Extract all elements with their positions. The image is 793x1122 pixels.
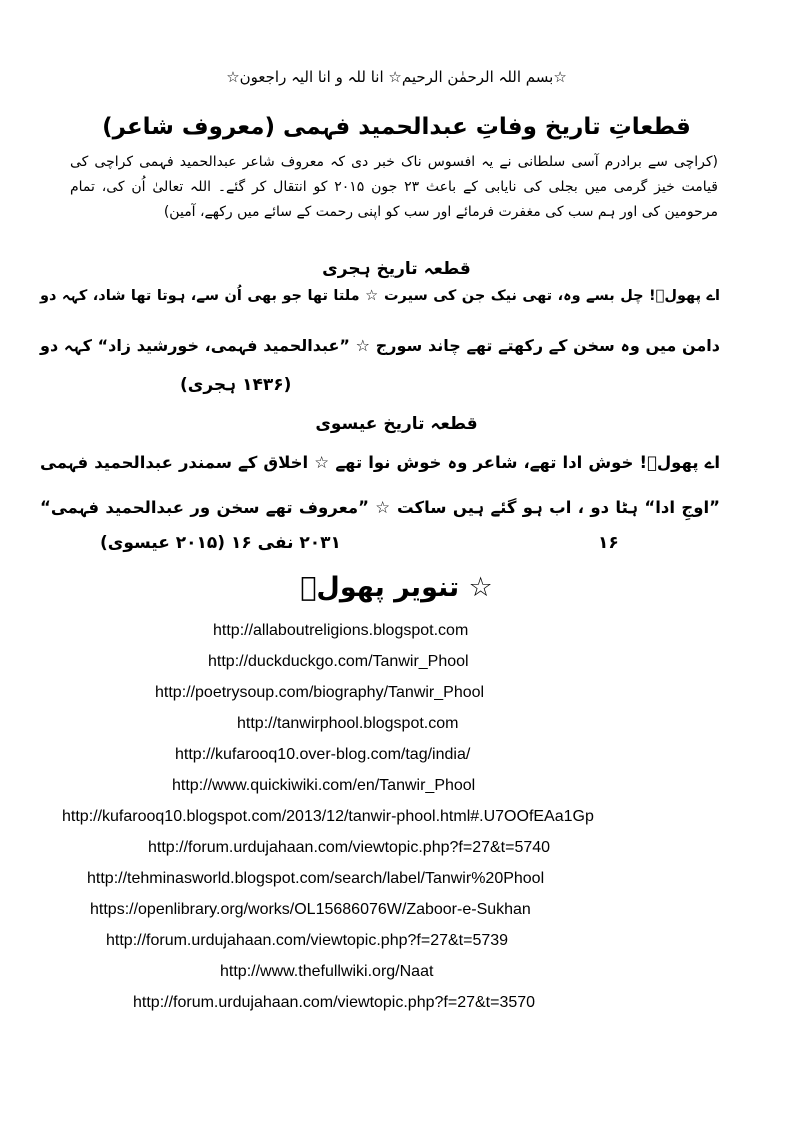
- link-poetrysoup[interactable]: http://poetrysoup.com/biography/Tanwir_Phool: [155, 684, 485, 701]
- isvi-verse-line-2: ”اوجِ ادا“ ہٹا دو ، اب ہو گئے ہیں ساکت ☆ ”معروف تھے سخن ور عبدالحمید فہمی“: [40, 498, 720, 517]
- bismillah-header: ☆بسم اللہ الرحمٰن الرحیم☆ انا للہ و انا الیہ راجعون☆: [226, 68, 567, 86]
- link-allaboutreligions[interactable]: http://allaboutreligions.blogspot.com: [213, 622, 469, 639]
- poet-name: ☆ تنویر پھولؔ: [300, 572, 493, 603]
- intro-paragraph: (کراچی سے برادرم آسی سلطانی نے یہ افسوس ناک خبر دی کہ معروف شاعر عبدالحمید فہمی کراچی کی قیامت خیز گرمی میں بجلی کی نایابی کے باعث ۲۳ جون ۲۰۱۵ کو انتقال کر گئے۔ اللہ تعالیٰ اُن کی، تمام مرحومین کی اور ہم سب کی مغفرت فرمائے اور سب کو اپنی رحمت کے سائے میں رکھے، آمین): [70, 154, 718, 220]
- isvi-number-16: ۱۶: [598, 533, 619, 553]
- link-urdujahaan-5739[interactable]: http://forum.urdujahaan.com/viewtopic.php?f=27&t=5739: [106, 932, 509, 949]
- link-tehminasworld[interactable]: http://tehminasworld.blogspot.com/search/label/Tanwir%20Phool: [87, 870, 545, 887]
- link-urdujahaan-5740[interactable]: http://forum.urdujahaan.com/viewtopic.php?f=27&t=5740: [148, 839, 551, 856]
- page-title: قطعاتِ تاریخ وفاتِ عبدالحمید فہمی (معروف شاعر): [102, 114, 691, 140]
- isvi-section-title: قطعہ تاریخ عیسوی: [315, 414, 478, 434]
- link-kufarooq-blogspot[interactable]: http://kufarooq10.blogspot.com/2013/12/tanwir-phool.html#.U7OOfEAa1Gp: [62, 808, 594, 825]
- hijri-year: (۱۴۳۶ ہجری): [180, 375, 292, 395]
- hijri-verse-line-2: دامن میں وہ سخن کے رکھتے تھے چاند سورج ☆ ”عبدالحمید فہمی، خورشید زاد“ کہہ دو: [40, 336, 720, 355]
- hijri-verse-line-1: اے پھولؔ! چل بسے وہ، تھی نیک جن کی سیرت ☆ ملتا تھا جو بھی اُن سے، ہوتا تھا شاد، کہہ دو: [40, 288, 720, 304]
- link-openlibrary[interactable]: https://openlibrary.org/works/OL15686076W/Zaboor-e-Sukhan: [90, 901, 531, 918]
- isvi-verse-line-1: اے پھولؔ! خوش ادا تھے، شاعر وہ خوش نوا تھے ☆ اخلاق کے سمندر عبدالحمید فہمی: [40, 453, 720, 472]
- link-urdujahaan-3570[interactable]: http://forum.urdujahaan.com/viewtopic.php?f=27&t=3570: [133, 994, 536, 1011]
- link-quickiwiki[interactable]: http://www.quickiwiki.com/en/Tanwir_Phool: [172, 777, 476, 794]
- isvi-year: ۲۰۳۱ نفی ۱۶ (۲۰۱۵ عیسوی): [100, 533, 341, 553]
- link-over-blog[interactable]: http://kufarooq10.over-blog.com/tag/india/: [175, 746, 471, 763]
- link-tanwirphool-blogspot[interactable]: http://tanwirphool.blogspot.com: [237, 715, 459, 732]
- link-thefullwiki[interactable]: http://www.thefullwiki.org/Naat: [220, 963, 434, 980]
- hijri-section-title: قطعہ تاریخ ہجری: [322, 259, 471, 279]
- link-duckduckgo[interactable]: http://duckduckgo.com/Tanwir_Phool: [208, 653, 469, 670]
